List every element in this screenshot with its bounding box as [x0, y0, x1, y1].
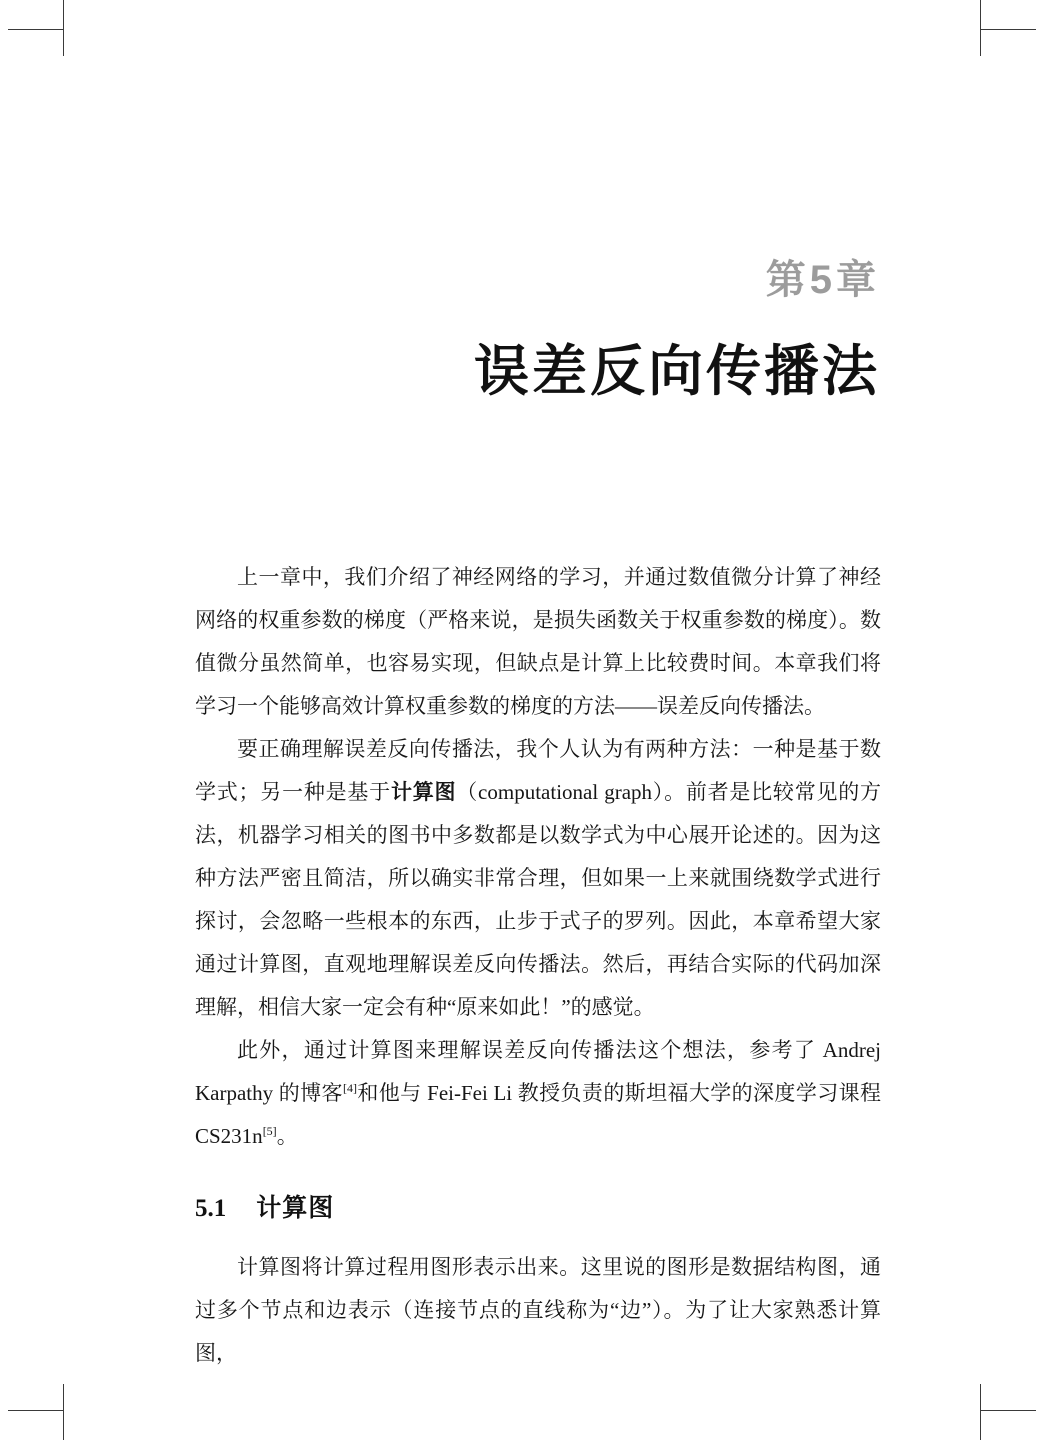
footnote-ref-4: [4] — [342, 1081, 357, 1095]
paragraph-1: 上一章中，我们介绍了神经网络的学习，并通过数值微分计算了神经网络的权重参数的梯度（严格来说，是损失函数关于权重参数的梯度）。数值微分虽然简单，也容易实现，但缺点是计算上比较费时间。本章我们将学习一个能够高效计算权重参数的梯度的方法——误差反向传播法。 — [195, 565, 881, 718]
body-text — [195, 556, 881, 1375]
section-title: 计算图 — [256, 1194, 335, 1222]
chapter-number: 第5章 — [765, 258, 880, 302]
crop-mark-top-left-horizontal — [8, 29, 64, 30]
paragraph-2-text-b: （computational graph）。前者是比较常见的方法，机器学习相关的图书中多数都是以数学式为中心展开论述的。因为这种方法严密且简洁，所以确实非常合理，但如果一上来就围绕数学式进行探讨，会忽略一些根本的东西，止步于式子的罗列。因此，本章希望大家通过计算图，直观地理解误差反向传播法。然后，再结合实际的代码加深理解，相信大家一定会有种“原来如此！”的感觉。 — [195, 780, 882, 1019]
crop-mark-top-left-vertical — [63, 0, 64, 56]
crop-mark-bottom-left-vertical — [63, 1384, 64, 1440]
paragraph-3-text-c: 。 — [276, 1124, 298, 1148]
footnote-ref-5: [5] — [262, 1124, 277, 1138]
crop-mark-top-right-vertical — [980, 0, 981, 56]
paragraph-3-text-b: 和他与 Fei-Fei Li 教授负责的斯坦福大学的深度学习课程 CS231n — [195, 1081, 881, 1148]
paragraph-2 — [195, 728, 881, 1029]
section-number: 5.1 — [195, 1195, 227, 1222]
crop-mark-bottom-left-horizontal — [8, 1410, 64, 1411]
paragraph-2-text-a: 要正确理解误差反向传播法，我个人认为有两种方法：一种是基于数学式；另一种是基于 — [195, 737, 881, 804]
paragraph-4: 计算图将计算过程用图形表示出来。这里说的图形是数据结构图，通过多个节点和边表示（连接节点的直线称为“边”）。为了让大家熟悉计算图， — [195, 1255, 881, 1365]
crop-mark-bottom-right-horizontal — [980, 1410, 1036, 1411]
chapter-heading — [474, 248, 880, 406]
crop-mark-top-right-horizontal — [980, 29, 1036, 30]
term-computational-graph: 计算图 — [390, 780, 457, 804]
paragraph-3 — [195, 1029, 881, 1158]
chapter-title: 误差反向传播法 — [473, 340, 880, 402]
crop-mark-bottom-right-vertical — [980, 1384, 981, 1440]
paragraph-3-text-a: 此外，通过计算图来理解误差反向传播法这个想法，参考了 Andrej Karpathy 的博客 — [195, 1038, 881, 1105]
section-heading-5-1 — [195, 1188, 881, 1224]
